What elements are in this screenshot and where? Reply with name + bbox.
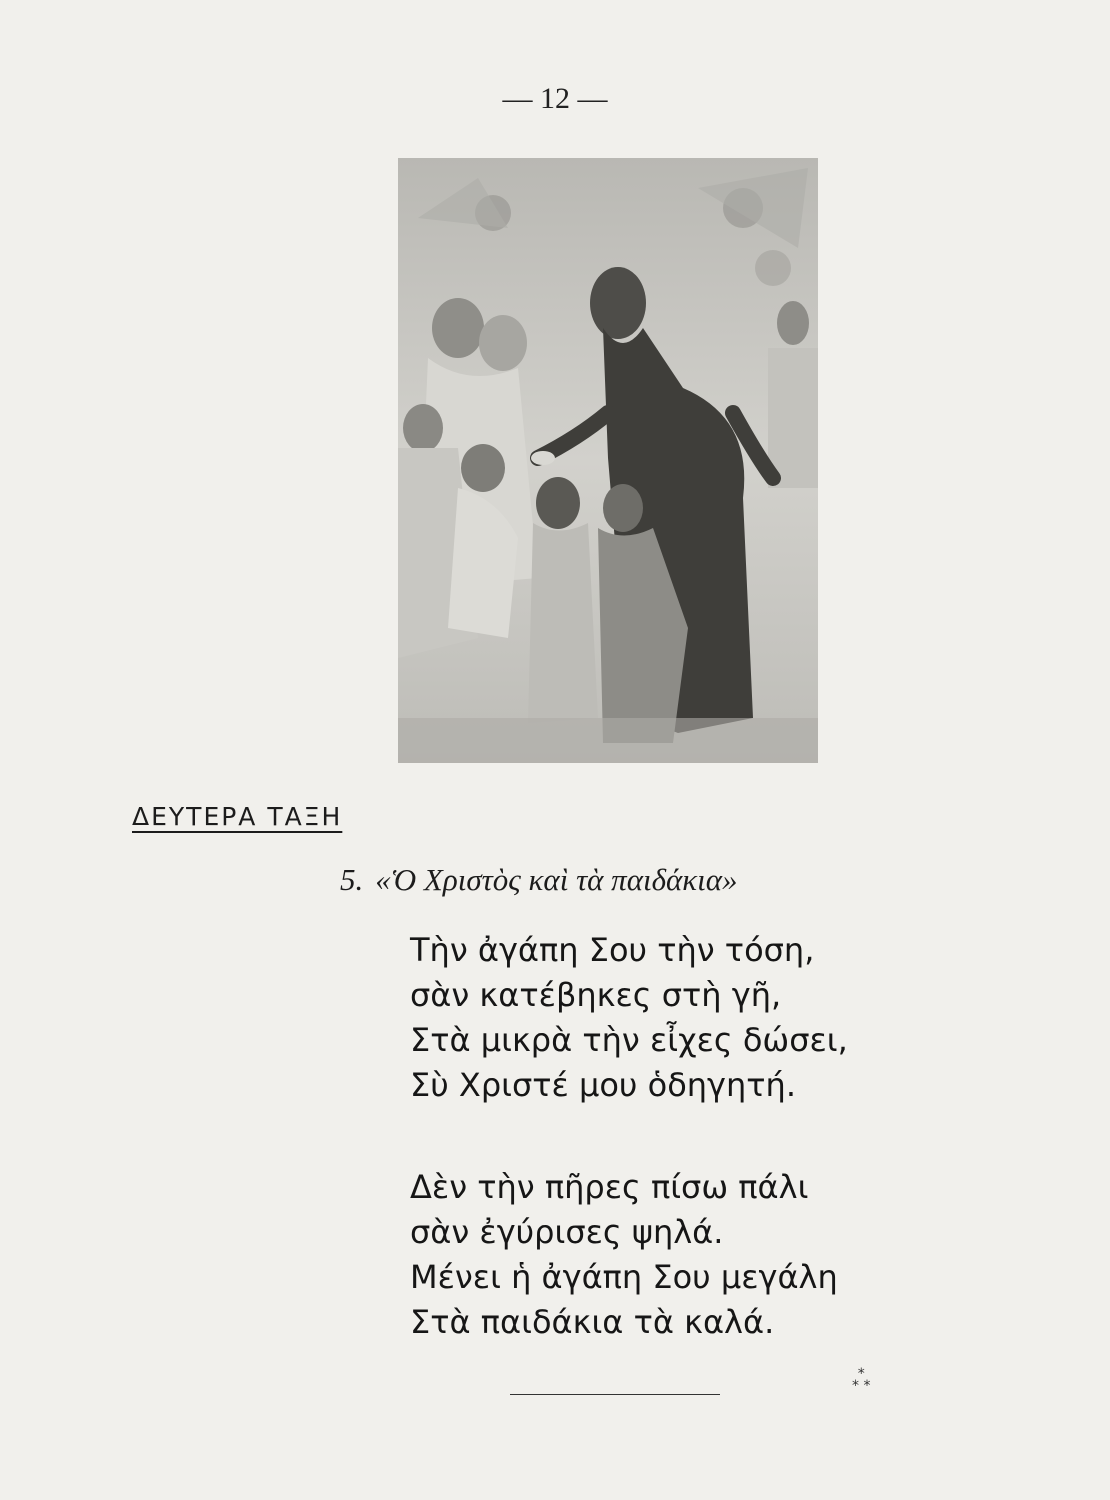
verse-line: Στὰ μικρὰ τὴν εἶχες δώσει, xyxy=(410,1021,848,1059)
poem-title-text: «Ὁ Χριστὸς καὶ τὰ παιδάκια» xyxy=(375,862,738,897)
asterism-ornament: * * * xyxy=(852,1366,871,1394)
verse-line: σὰν κατέβηκες στὴ γῆ, xyxy=(410,976,782,1014)
verse-line: Στὰ παιδάκια τὰ καλά. xyxy=(410,1303,775,1341)
page-number: — 12 — xyxy=(502,82,608,115)
section-heading: ΔΕΥΤΕΡΑ ΤΑΞΗ xyxy=(132,802,343,831)
poem-number: 5. xyxy=(340,862,364,897)
verse-line: Μένει ἡ ἀγάπη Σου μεγάλη xyxy=(410,1258,838,1296)
stanza-2 xyxy=(410,1165,838,1345)
verse-line: Δὲν τὴν πῆρες πίσω πάλι xyxy=(410,1168,809,1206)
verse-line: Τὴν ἀγάπη Σου τὴν τόση, xyxy=(410,931,815,969)
verse-line: σὰν ἐγύρισες ψηλά. xyxy=(410,1213,724,1251)
stanza-1 xyxy=(410,928,848,1108)
poem-title xyxy=(340,862,738,898)
verse-line: Σὺ Χριστέ μου ὁδηγητή. xyxy=(410,1066,796,1104)
end-divider xyxy=(510,1394,720,1395)
christ-with-children-illustration xyxy=(398,158,818,763)
illustration-drawing xyxy=(398,158,818,763)
